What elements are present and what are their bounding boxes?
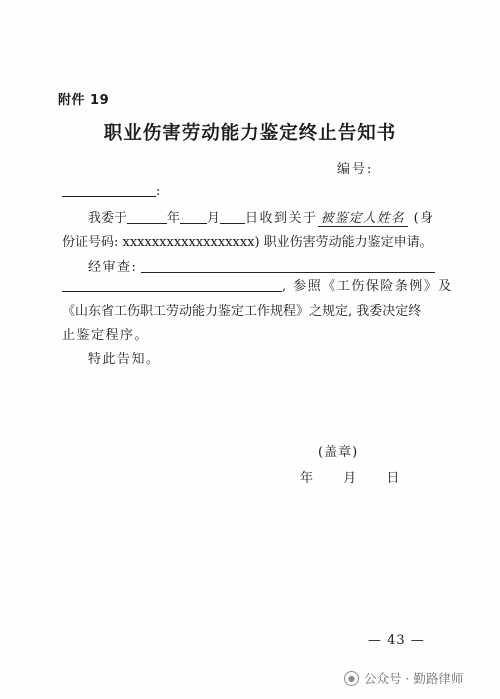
regulation-reference-text: , 参照《工伤保险条例》及 bbox=[282, 279, 453, 294]
termination-text: 止鉴定程序。 bbox=[62, 328, 150, 343]
wechat-account-icon: ● bbox=[344, 671, 359, 686]
review-label: 经审查: bbox=[88, 260, 138, 275]
seal-label: (盖章) bbox=[318, 445, 359, 460]
paragraph-2-line-4 bbox=[62, 324, 149, 343]
year-text: 年 bbox=[167, 211, 181, 226]
attachment-label: 附件 19 bbox=[58, 93, 110, 108]
date-day: 日 bbox=[386, 471, 400, 486]
addressee-blank bbox=[62, 183, 156, 197]
month-blank bbox=[180, 210, 207, 224]
addressee-colon: : bbox=[156, 184, 161, 199]
year-blank bbox=[127, 210, 167, 224]
paragraph-2-line-2 bbox=[62, 275, 453, 294]
date-month: 月 bbox=[343, 471, 357, 486]
id-paren-text: (身 bbox=[413, 211, 435, 226]
received-day-text: 日收到关于 bbox=[245, 211, 318, 226]
watermark bbox=[344, 669, 463, 687]
closing-text: 特此告知。 bbox=[88, 352, 161, 367]
watermark-text: 公众号 · 勤路律师 bbox=[364, 671, 464, 686]
id-number-text: 份证号码: xxxxxxxxxxxxxxxxxx) 职业伤害劳动能力鉴定申请。 bbox=[62, 235, 433, 250]
signature-date bbox=[300, 467, 399, 486]
addressee-line bbox=[62, 183, 160, 199]
paragraph-1-line-1 bbox=[88, 207, 435, 227]
document-number-label: 编号: bbox=[337, 162, 374, 177]
received-intro-text: 我委于 bbox=[88, 211, 128, 226]
page-number: — 43 — bbox=[368, 633, 425, 648]
review-blank-2 bbox=[62, 278, 282, 292]
person-name-placeholder: 被鉴定人姓名 bbox=[318, 207, 408, 227]
procedure-rules-text: 《山东省工伤职工劳动能力鉴定工作规程》之规定, 我委决定终 bbox=[62, 304, 422, 319]
paragraph-2-line-1 bbox=[88, 256, 435, 275]
day-blank bbox=[220, 210, 245, 224]
document-title: 职业伤害劳动能力鉴定终止告知书 bbox=[103, 123, 397, 144]
paragraph-2-line-3 bbox=[62, 300, 421, 319]
month-text: 月 bbox=[207, 211, 221, 226]
closing-line bbox=[88, 348, 161, 367]
review-blank-1 bbox=[141, 259, 435, 273]
date-year: 年 bbox=[300, 471, 314, 486]
paragraph-1-line-2 bbox=[62, 231, 433, 250]
